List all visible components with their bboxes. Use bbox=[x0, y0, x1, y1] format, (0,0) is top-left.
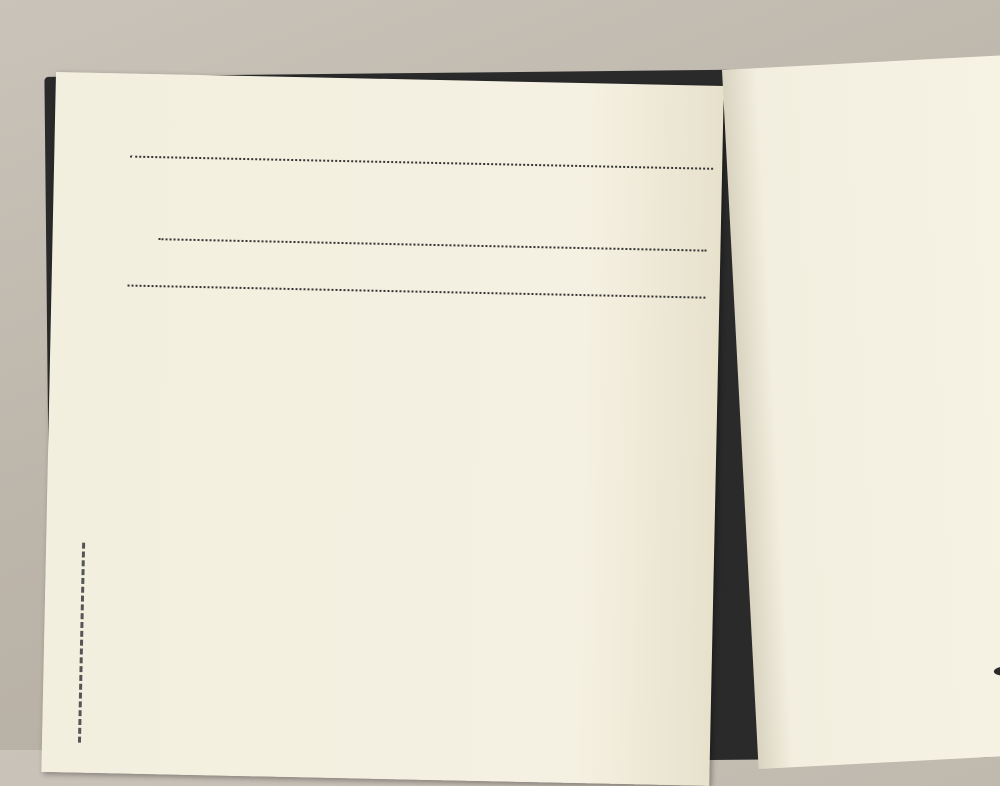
right-page bbox=[722, 55, 1000, 769]
binding-stitch bbox=[78, 543, 95, 743]
table-of-contents bbox=[151, 132, 715, 318]
leader-dots bbox=[128, 285, 706, 299]
left-page bbox=[41, 72, 724, 786]
colophon bbox=[733, 74, 1000, 211]
publisher-logo bbox=[994, 665, 1000, 676]
colophon-author bbox=[823, 74, 1000, 104]
leader-dots bbox=[130, 156, 713, 170]
toc-entry-theatre bbox=[124, 155, 719, 188]
toc-entry-comments bbox=[121, 284, 711, 317]
